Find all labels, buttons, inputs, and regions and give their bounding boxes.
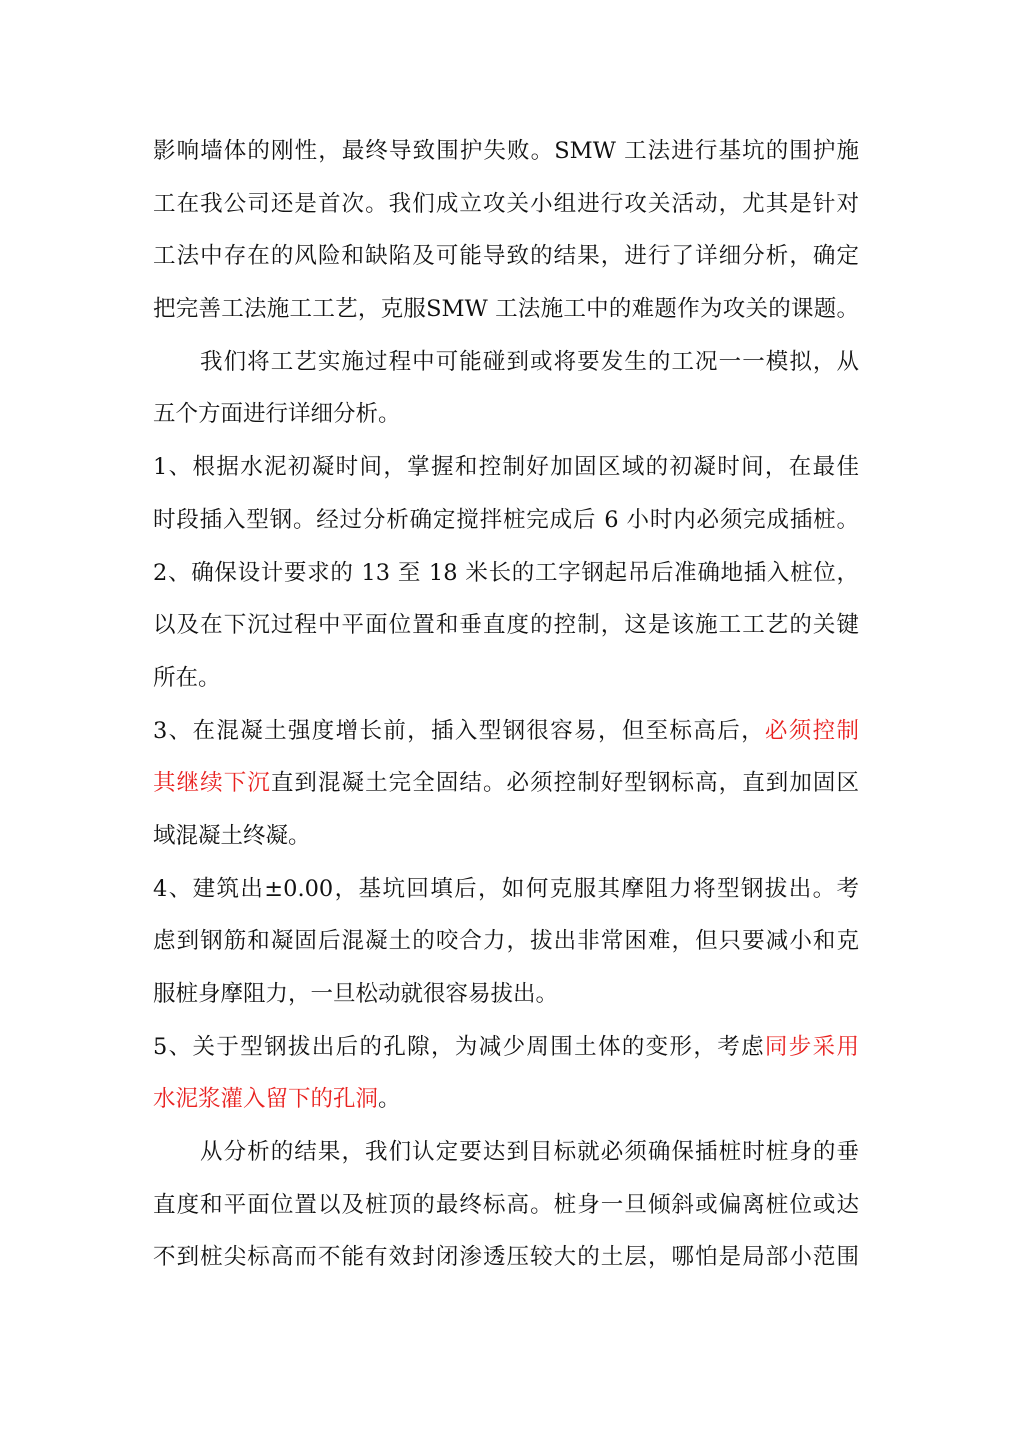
text-line	[153, 602, 859, 655]
text-line	[153, 1182, 859, 1235]
text-line	[153, 813, 859, 866]
body-text: 直到混凝土完全固结。必须控制好型钢标高，直到加固区	[270, 770, 859, 797]
body-text: 影响墙体的刚性，最终导致围护失败。SMW 工法进行基坑的围护施	[153, 138, 859, 164]
text-line	[153, 1024, 859, 1077]
highlighted-text: 水泥浆灌入留下的孔洞	[153, 1086, 379, 1113]
text-line	[153, 286, 859, 339]
body-text: 虑到钢筋和凝固后混凝土的咬合力，拔出非常困难，但只要减小和克	[153, 928, 859, 955]
body-text: 工法中存在的风险和缺陷及可能导致的结果，进行了详细分析，确定	[153, 243, 859, 270]
body-text: 直度和平面位置以及桩顶的最终标高。桩身一旦倾斜或偏离桩位或达	[153, 1191, 859, 1218]
text-line	[153, 181, 859, 234]
body-text: 5、关于型钢拔出后的孔隙，为减少周围土体的变形，考虑	[153, 1033, 765, 1060]
body-text: 4、建筑出±0.00，基坑回填后，如何克服其摩阻力将型钢拔出。考	[153, 875, 859, 902]
text-line	[153, 760, 859, 813]
text-line	[153, 708, 859, 761]
text-line	[153, 1076, 859, 1129]
text-line	[153, 866, 859, 919]
body-text: 服桩身摩阻力，一旦松动就很容易拔出。	[153, 981, 559, 1007]
text-line	[153, 497, 859, 550]
text-line	[153, 339, 859, 392]
body-text: 从分析的结果，我们认定要达到目标就必须确保插桩时桩身的垂	[200, 1139, 859, 1166]
text-line	[153, 233, 859, 286]
text-line	[153, 655, 859, 708]
body-text: 域混凝土终凝。	[153, 822, 311, 849]
highlighted-text: 其继续下沉	[153, 770, 271, 797]
highlighted-text: 必须控制	[764, 717, 859, 744]
text-line	[153, 550, 859, 603]
body-text: 2、确保设计要求的 13 至 18 米长的工字钢起吊后准确地插入桩位，	[153, 559, 859, 586]
body-text: 我们将工艺实施过程中可能碰到或将要发生的工况一一模拟，从	[200, 348, 859, 375]
text-line	[153, 128, 859, 181]
body-text: 时段插入型钢。经过分析确定搅拌桩完成后 6 小时内必须完成插桩。	[153, 506, 859, 533]
body-text: 3、在混凝土强度增长前，插入型钢很容易，但至标高后，	[153, 717, 765, 744]
document-body	[153, 128, 859, 1287]
text-line	[153, 918, 859, 971]
body-text: 所在。	[153, 664, 221, 691]
text-line	[153, 1129, 859, 1182]
body-text: 五个方面进行详细分析。	[153, 401, 401, 428]
body-text: 把完善工法施工工艺，克服SMW 工法施工中的难题作为攻关的课题。	[153, 296, 859, 323]
body-text: 不到桩尖标高而不能有效封闭渗透压较大的土层，哪怕是局部小范围	[153, 1244, 859, 1271]
text-line	[153, 1234, 859, 1287]
highlighted-text: 同步采用	[764, 1033, 859, 1060]
body-text: 。	[378, 1086, 401, 1113]
body-text: 以及在下沉过程中平面位置和垂直度的控制，这是该施工工艺的关键	[153, 612, 859, 639]
text-line	[153, 444, 859, 497]
body-text: 工在我公司还是首次。我们成立攻关小组进行攻关活动，尤其是针对	[153, 190, 859, 217]
body-text: 1、根据水泥初凝时间，掌握和控制好加固区域的初凝时间，在最佳	[153, 454, 859, 481]
text-line	[153, 971, 859, 1024]
text-line	[153, 391, 859, 444]
